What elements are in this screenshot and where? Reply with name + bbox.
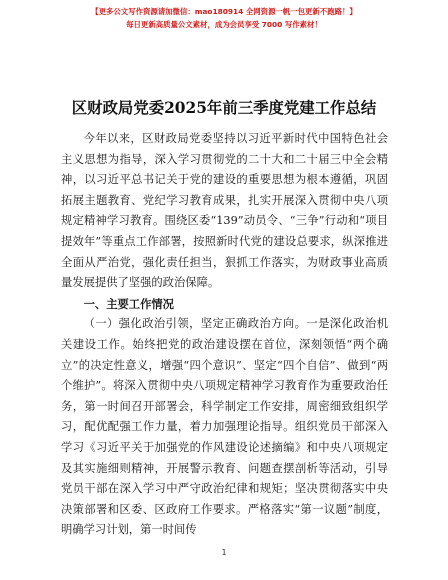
promo-banner-line-2: 每日更新高质量公文素材，成为会员享受 7000 写作素材！	[126, 20, 322, 29]
intro-paragraph: 今年以来，区财政局党委坚持以习近平新时代中国特色社会主义思想为指导，深入学习贯彻党的二十大和二十届三中全会精神，以习近平总书记关于党的建设的重要思想为根本遵循，巩固拓展主题教育、党纪学习教育成果，扎实开展深入贯彻中央八项规定精神学习教育。围绕区委“139”动员令、“三争”行动和“项目提效年”等重点工作部署，按照新时代党的建设总要求，纵深推进全面从严治党，强化责任担当，狠抓工作落实，为财政事业高质量发展提供了坚强的政治保障。	[61, 132, 388, 290]
section-heading: 一、主要工作情况	[83, 296, 174, 311]
body-paragraph: （一）强化政治引领，坚定正确政治方向。一是深化政治机关建设工作。始终把党的政治建设摆在首位，深刻领悟“两个确立”的决定性意义，增强“四个意识”、坚定“四个自信”、做到“两个维护”。将深入贯彻中央八项规定精神学习教育作为重要政治任务，第一时间召开部署会，科学制定工作安排，周密细致组织学习，配优配强工作力量，着力加强理论指导。组织党员干部深入学习《习近平关于加强党的作风建设论述摘编》和中央八项规定及其实施细则精神，开展警示教育、问题查摆剖析等活动，引导党员干部在深入学习中严守政治纪律和规矩；坚决贯彻落实中央决策部署和区委、区政府工作要求。严格落实“第一议题”制度，明确学习计划，第一时间传	[61, 317, 388, 537]
document-body	[61, 129, 388, 541]
promo-banner-line-1: 【更多公文写作资源请加微信：mao180914 全网资源一帆一包更新不跑路！】	[91, 7, 357, 16]
document-title: 区财政局党委2025年前三季度党建工作总结	[71, 99, 377, 117]
page-number: 1	[221, 548, 227, 557]
